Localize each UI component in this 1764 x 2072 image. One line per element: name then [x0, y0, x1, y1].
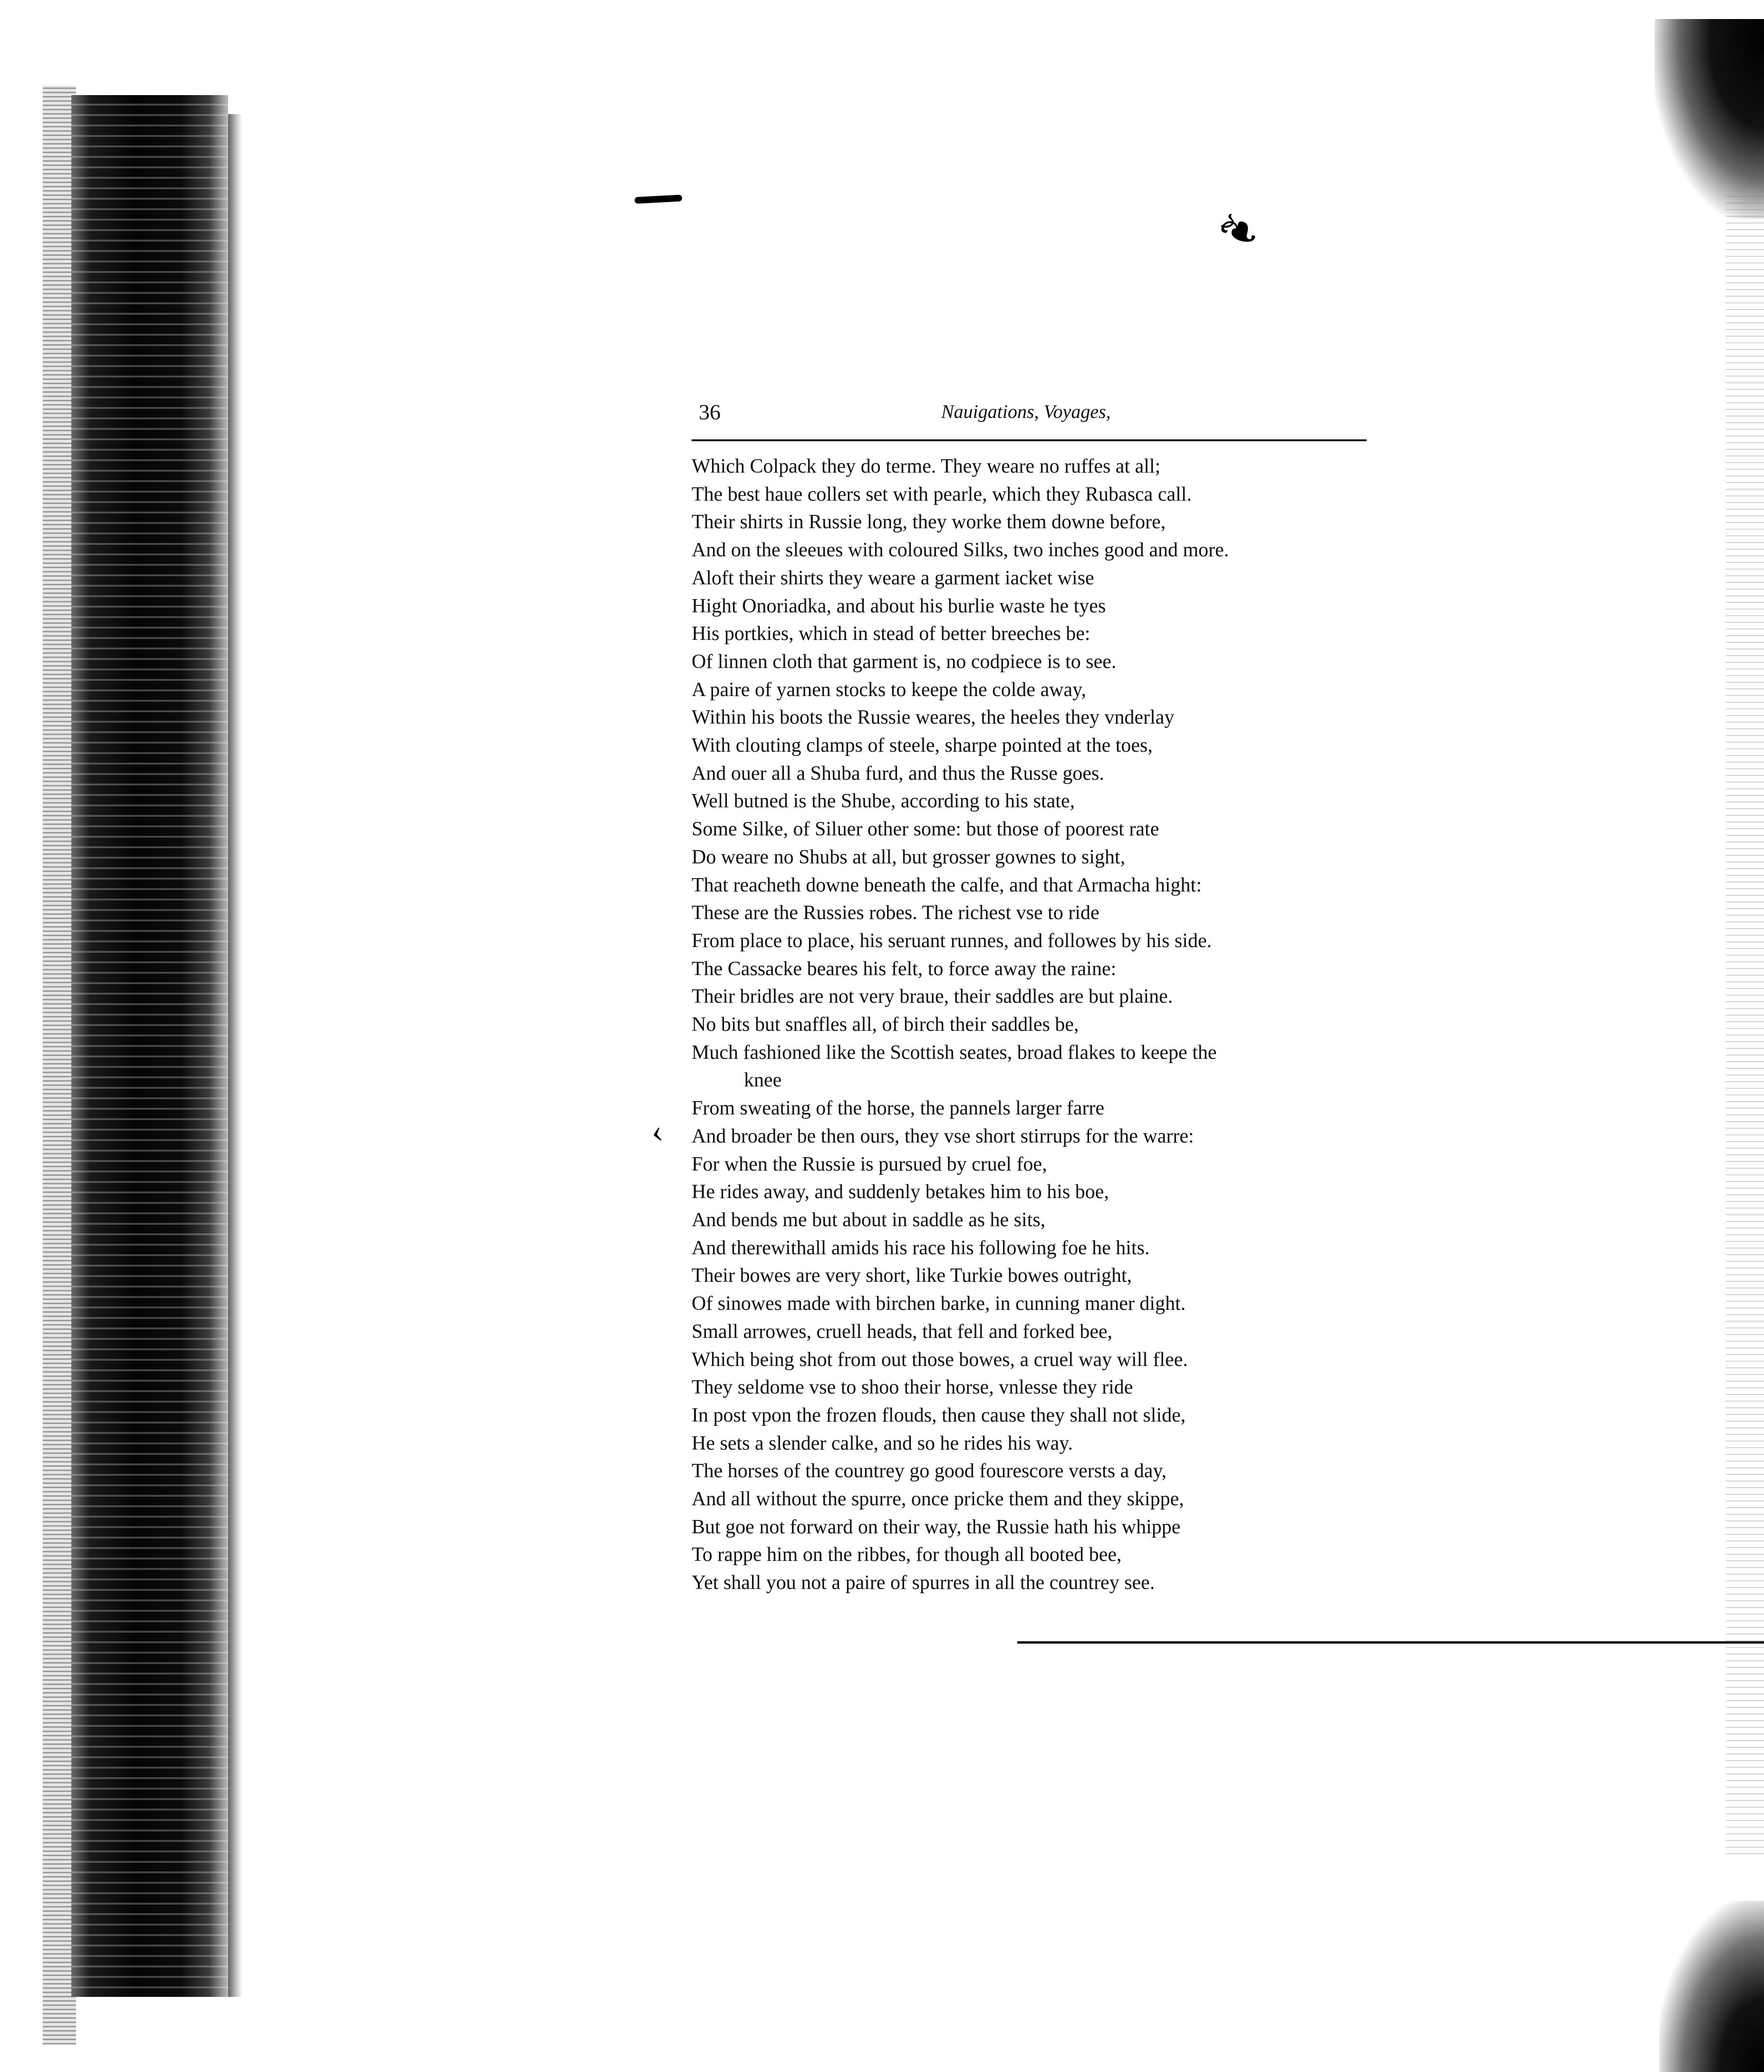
verse-line: The Cassacke beares his felt, to force away the raine: [692, 958, 1117, 980]
verse-line: Some Silke, of Siluer other some: but those of poorest rate [692, 818, 1159, 841]
binding-edge [228, 114, 242, 1997]
verse-line: He rides away, and suddenly betakes him to his boe, [692, 1181, 1109, 1203]
verse-line: But goe not forward on their way, the Russie hath his whippe [692, 1516, 1181, 1538]
book-page [692, 399, 1376, 1594]
right-edge-speckle [1726, 190, 1764, 1854]
verse-line: Of sinowes made with birchen barke, in cunning maner dight. [692, 1293, 1186, 1315]
verse-line: And bends me but about in saddle as he sits, [692, 1209, 1046, 1231]
verse-line: Aloft their shirts they weare a garment iacket wise [692, 567, 1094, 589]
verse-line-continuation: knee [744, 1069, 782, 1092]
verse-line: And therewithall amids his race his following foe he hits. [692, 1237, 1150, 1259]
verse-line: Much fashioned like the Scottish seates, broad flakes to keepe the [692, 1041, 1217, 1064]
margin-bracket-mark: ‹ [648, 1112, 665, 1151]
verse-line: Which being shot from out those bowes, a cruel way will flee. [692, 1348, 1188, 1371]
verse-line: From place to place, his seruant runnes, and followes by his side. [692, 929, 1212, 952]
verse-line: Hight Onoriadka, and about his burlie waste he tyes [692, 595, 1106, 617]
verse-line: The best haue collers set with pearle, which they Rubasca call. [692, 483, 1192, 505]
ink-dash-mark [635, 194, 683, 203]
corner-shadow-bottom [1659, 1901, 1764, 2072]
verse-line: For when the Russie is pursued by cruel foe, [692, 1153, 1047, 1175]
ink-squiggle-mark: ❧ [1206, 195, 1271, 266]
verse-line: And broader be then ours, they vse short stirrups for the warre: [692, 1125, 1194, 1147]
verse-line: In post vpon the frozen flouds, then cause they shall not slide, [692, 1404, 1186, 1426]
page-number: 36 [699, 400, 721, 424]
running-title: Nauigations, Voyages, [941, 401, 1111, 422]
header-rule [692, 439, 1367, 441]
verse-line: He sets a slender calke, and so he rides his way. [692, 1432, 1073, 1454]
verse-line: That reacheth downe beneath the calfe, and that Armacha hight: [692, 874, 1202, 896]
verse-line: Within his boots the Russie weares, the heeles they vnderlay [692, 707, 1175, 729]
verse-line: Do weare no Shubs at all, but grosser gownes to sight, [692, 846, 1126, 868]
verse-text [692, 453, 1376, 1597]
verse-line: Which Colpack they do terme. They weare no ruffes at all; [692, 455, 1161, 477]
verse-line: A paire of yarnen stocks to keepe the colde away, [692, 678, 1086, 701]
verse-line: And ouer all a Shuba furd, and thus the Russe goes. [692, 762, 1104, 784]
verse-line: Of linnen cloth that garment is, no codpiece is to see. [692, 650, 1117, 673]
verse-line: With clouting clamps of steele, sharpe pointed at the toes, [692, 735, 1153, 757]
corner-shadow-top [1655, 19, 1764, 219]
verse-line: These are the Russies robes. The richest vse to ride [692, 902, 1099, 924]
binding-shadow [71, 95, 228, 1997]
verse-line: No bits but snaffles all, of birch their saddles be, [692, 1014, 1079, 1036]
verse-line: Small arrowes, cruell heads, that fell and forked bee, [692, 1320, 1113, 1343]
verse-line: Their shirts in Russie long, they worke them downe before, [692, 511, 1166, 533]
verse-line: To rappe him on the ribbes, for though all booted bee, [692, 1544, 1122, 1566]
verse-line: They seldome vse to shoo their horse, vnlesse they ride [692, 1376, 1133, 1399]
verse-line: From sweating of the horse, the pannels larger farre [692, 1097, 1105, 1120]
footer-rule [1017, 1641, 1764, 1644]
verse-line: Well butned is the Shube, according to his state, [692, 790, 1075, 813]
verse-line: His portkies, which in stead of better breeches be: [692, 623, 1090, 645]
verse-line: Their bridles are not very braue, their saddles are but plaine. [692, 986, 1173, 1008]
verse-line: The horses of the countrey go good fourescore versts a day, [692, 1460, 1167, 1482]
running-head [692, 399, 1376, 429]
verse-line: And on the sleeues with coloured Silks, two inches good and more. [692, 539, 1229, 562]
verse-line: Their bowes are very short, like Turkie bowes outright, [692, 1265, 1132, 1287]
verse-line: And all without the spurre, once pricke them and they skippe, [692, 1488, 1184, 1510]
verse-line: Yet shall you not a paire of spurres in all the countrey see. [692, 1572, 1155, 1594]
